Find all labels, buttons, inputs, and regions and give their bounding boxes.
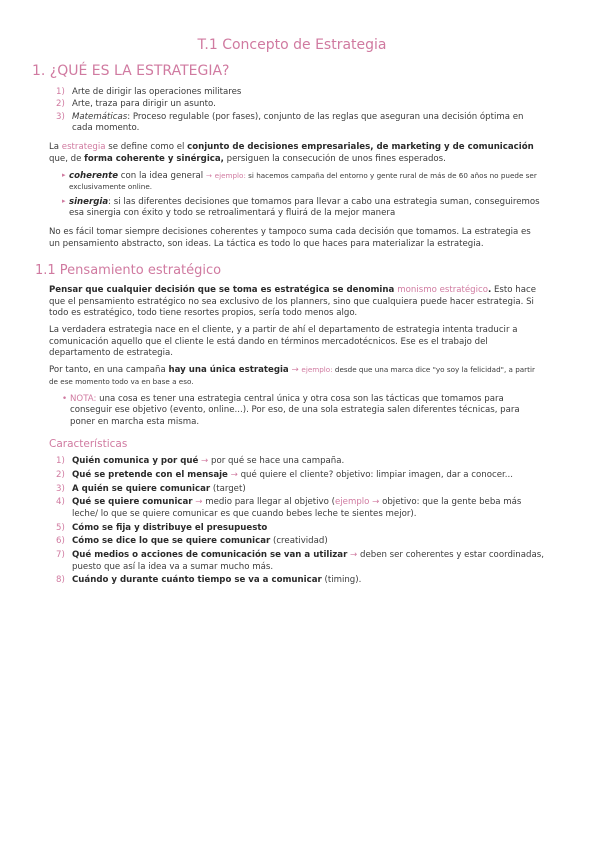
- definition-item: 2) Arte, traza para dirigir un asunto.: [56, 99, 216, 110]
- keyword-estrategia: estrategia: [61, 142, 106, 153]
- strategy-vs-tactics-paragraph: No es fácil tomar siempre decisiones coherentes y tampoco suma cada decisión que tomamos. La estrategia es un pensamiento abstracto, son ideas. La táctica es todo lo que haces para materializar la estrategia.: [49, 227, 531, 249]
- characteristic-item: 5) Cómo se fija y distribuye el presupuesto: [56, 522, 268, 533]
- characteristic-item: 2) Qué se pretende con el mensaje → qué quiere el cliente? objetivo: limpiar imagen, dar a conocer...: [56, 469, 513, 480]
- section-heading-strategic-thinking: 1.1 Pensamiento estratégico: [35, 263, 222, 279]
- note-list: [40, 394, 544, 428]
- definition-term: Matemáticas: [72, 111, 128, 122]
- client-origin-paragraph: La verdadera estrategia nace en el cliente, y a partir de ahí el departamento de estrategia intenta traducir a comunicación aquello que el cliente le está dando en términos mercadotécnicos. Ese es el trabajo del departamento de estrategia.: [49, 325, 518, 358]
- note-item: • NOTA: una cosa es tener una estrategia central única y otra cosa son las tácticas que tomamos para conseguir ese objetivo (evento, online...). Por eso, de una sola estrategia salen diferentes técnicas, para poner en marcha esta misma.: [62, 393, 520, 427]
- bullet-icon: •: [62, 393, 68, 404]
- characteristic-item: 1) Quién comunica y por qué → por qué se hace una campaña.: [56, 455, 345, 466]
- strategy-properties-list: [40, 171, 544, 219]
- characteristics-list: [40, 456, 544, 587]
- keyword-monismo: monismo estratégico: [397, 285, 488, 296]
- strategic-monism-paragraph: Pensar que cualquier decisión que se toma es estratégica se denomina monismo estratégico. Esto hace que el pensamiento estratégico no sea exclusivo de los planners, sino que cualquiera puede hacer estrategia. Si todo es estratégico, todo tiene resortes propios, sería todo menos algo.: [49, 285, 536, 318]
- definition-item: 1) Arte de dirigir las operaciones militares: [56, 86, 242, 97]
- property-sinergia: ▸ sinergia: si las diferentes decisiones que tomamos para llevar a cabo una estrategia suman, conseguiremos esa sinergia con éxito y todo se retroalimentará y fluirá de la mejor manera: [62, 196, 540, 219]
- document-title: T.1 Concepto de Estrategia: [197, 37, 387, 53]
- property-coherente: ▸ coherente con la idea general → ejemplo: si hacemos campaña del entorno y gente rural de más de 60 años no puede ser exclusivamente online.: [62, 171, 537, 192]
- characteristic-item: 8) Cuándo y durante cuánto tiempo se va a comunicar (timing).: [56, 575, 362, 586]
- section-heading-what-is-strategy: 1. ¿QUÉ ES LA ESTRATEGIA?: [32, 63, 230, 80]
- definitions-list: [40, 87, 544, 134]
- characteristics-heading: Características: [49, 438, 128, 450]
- single-strategy-paragraph: Por tanto, en una campaña hay una única estrategia → ejemplo: desde que una marca dice "yo soy la felicidad", a partir de ese momento todo va en base a eso.: [49, 365, 535, 386]
- characteristic-item: 6) Cómo se dice lo que se quiere comunicar (creatividad): [56, 536, 328, 547]
- characteristic-item: 7) Qué medios o acciones de comunicación se van a utilizar → deben ser coherentes y estar coordinadas, puesto que así la idea va a sumar mucho más.: [56, 550, 544, 572]
- characteristic-item: 4) Qué se quiere comunicar → medio para llegar al objetivo (ejemplo → objetivo: que la gente beba más leche/ lo que se quiere comunicar es que cuando bebes leche te sientes mejor).: [56, 497, 522, 519]
- arrow-bullet-icon: ▸: [62, 171, 66, 179]
- characteristic-item: 3) A quién se quiere comunicar (target): [56, 483, 246, 494]
- strategy-definition-paragraph: La estrategia se define como el conjunto de decisiones empresariales, de marketing y de comunicación que, de forma coherente y sinérgica, persiguen la consecución de unos fines esperados.: [49, 142, 534, 164]
- definition-item: 3) Matemáticas: Proceso regulable (por fases), conjunto de las reglas que aseguran una decisión óptima en cada momento.: [56, 111, 524, 133]
- arrow-bullet-icon: ▸: [62, 196, 66, 205]
